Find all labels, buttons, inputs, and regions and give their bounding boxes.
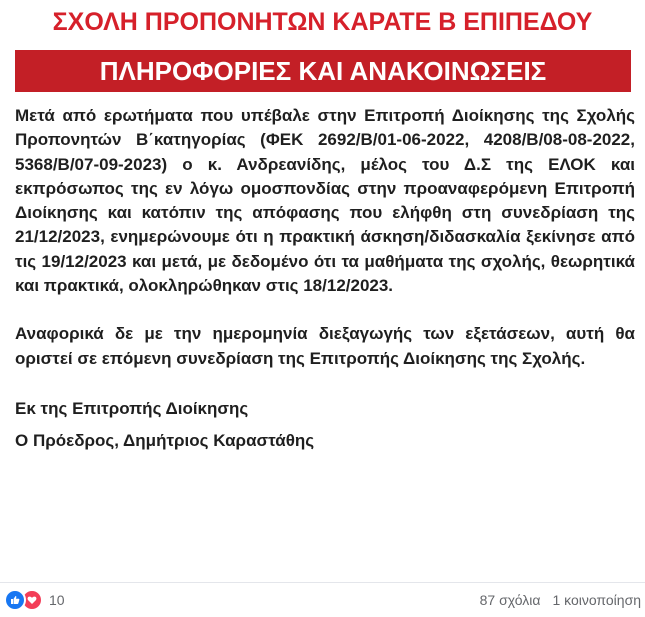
like-icon <box>4 589 26 611</box>
reactions-summary[interactable] <box>4 590 65 610</box>
signature <box>15 397 635 454</box>
reaction-count: 10 <box>49 592 65 608</box>
signature-line-1: Εκ της Επιτροπής Διοίκησης <box>15 398 249 418</box>
info-banner: ΠΛΗΡΟΦΟΡΙΕΣ ΚΑΙ ΑΝΑΚΟΙΝΩΣΕΙΣ <box>15 50 631 92</box>
post-stats <box>480 592 641 608</box>
signature-line-2: Ο Πρόεδρος, Δημήτριος Καραστάθης <box>15 431 315 451</box>
announcement-text <box>15 104 635 454</box>
paragraph-1: Μετά από ερωτήματα που υπέβαλε στην Επιτροπή Διοίκησης της Σχολής Προπονητών Β΄κατηγορίας (ΦΕΚ 2692/Β/01-06-2022, 4208/Β/08-08-2022, 5368/Β/07-09-2023) ο κ. Ανδρεανίδης, μέλος του Δ.Σ της ΕΛΟΚ και εκπρόσωπος της εν λόγω ομοσπονδίας στην προαναφερόμενη Επιτροπή Διοίκησης και κατόπιν της απόφασης που ελήφθη στη συνεδρίαση της 21/12/2023, ενημερώνουμε ότι η πρακτική άσκηση/διδασκαλία ξεκίνησε από τις 19/12/2023 και μετά, με δεδομένο ότι τα μαθήματα της σχολής, θεωρητικά και πρακτικά, ολοκληρώθηκαν στις 18/12/2023. <box>15 106 635 296</box>
shares-link[interactable]: 1 κοινοποίηση <box>552 592 641 608</box>
paragraph-2: Αναφορικά δε με την ημερομηνία διεξαγωγής των εξετάσεων, αυτή θα οριστεί σε επόμενη συνεδρίαση της Επιτροπής Διοίκησης της Σχολής. <box>15 324 635 368</box>
comments-link[interactable]: 87 σχόλια <box>479 592 541 608</box>
post-footer <box>0 582 645 617</box>
school-title: ΣΧΟΛΗ ΠΡΟΠΟΝΗΤΩΝ ΚΑΡΑΤΕ Β ΕΠΙΠΕΔΟΥ <box>52 8 593 36</box>
